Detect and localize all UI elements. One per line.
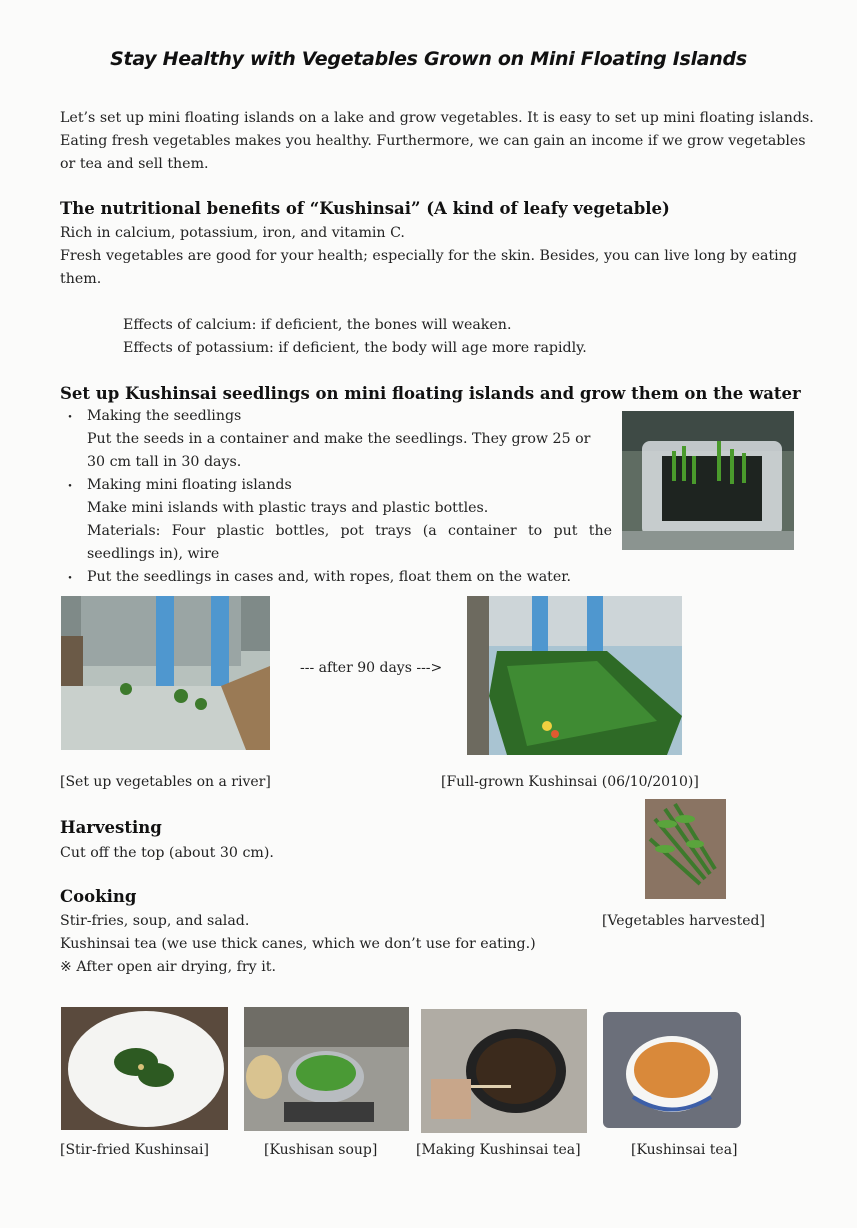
nutrition-text <box>60 222 830 291</box>
making-tea-photo <box>421 1009 587 1133</box>
caption-river: [Set up vegetables on a river] <box>60 774 271 790</box>
effect-potassium: Effects of potassium: if deficient, the body will age more rapidly. <box>123 340 587 356</box>
seedling-tray-photo <box>622 411 794 550</box>
caption-stir-fried: [Stir-fried Kushinsai] <box>60 1142 209 1158</box>
bullet-line: Make mini islands with plastic trays and plastic bottles. <box>87 500 489 516</box>
bullet-line: Materials: Four plastic bottles, pot trays (a container to put the <box>87 523 612 539</box>
bullet-line: 30 cm tall in 30 days. <box>87 454 242 470</box>
bullet-dot: ・ <box>63 479 77 495</box>
nutrition-line: Rich in calcium, potassium, iron, and vitamin C. <box>60 225 405 241</box>
harvested-vegetables-photo <box>645 799 726 899</box>
bullet-title: Put the seedlings in cases and, with ropes, float them on the water. <box>87 569 572 585</box>
bullet-dot: ・ <box>63 410 77 426</box>
page-title: Stay Healthy with Vegetables Grown on Mini Floating Islands <box>110 48 747 70</box>
nutrition-heading: The nutritional benefits of “Kushinsai” (A kind of leafy vegetable) <box>60 199 670 218</box>
cooking-line: Stir-fries, soup, and salad. <box>60 913 250 929</box>
caption-making-tea: [Making Kushinsai tea] <box>416 1142 581 1158</box>
cooking-text <box>60 910 536 979</box>
nutrition-line: them. <box>60 271 102 287</box>
harvesting-heading: Harvesting <box>60 818 162 837</box>
caption-tea: [Kushinsai tea] <box>631 1142 738 1158</box>
bullet-line: seedlings in), wire <box>87 546 220 562</box>
caption-soup: [Kushisan soup] <box>264 1142 378 1158</box>
caption-harvested: [Vegetables harvested] <box>602 913 765 929</box>
setup-heading: Set up Kushinsai seedlings on mini floating islands and grow them on the water <box>60 384 801 403</box>
harvesting-text: Cut off the top (about 30 cm). <box>60 845 274 861</box>
caption-full-grown: [Full-grown Kushinsai (06/10/2010)] <box>441 774 699 790</box>
intro-paragraph <box>60 107 830 176</box>
effect-calcium: Effects of calcium: if deficient, the bones will weaken. <box>123 317 512 333</box>
cooking-line: ※ After open air drying, fry it. <box>60 959 276 975</box>
setup-bullets <box>87 405 612 589</box>
full-grown-photo <box>467 596 682 755</box>
soup-photo <box>244 1007 409 1131</box>
effects-list <box>123 314 587 360</box>
bullet-dot: ・ <box>63 571 77 587</box>
nutrition-line: Fresh vegetables are good for your health; especially for the skin. Besides, you can live long by eating <box>60 248 797 264</box>
bullet-title: Making the seedlings <box>87 408 242 424</box>
stir-fried-photo <box>61 1007 228 1130</box>
bullet-line: Put the seeds in a container and make the seedlings. They grow 25 or <box>87 431 591 447</box>
intro-line: or tea and sell them. <box>60 156 209 172</box>
intro-line: Eating fresh vegetables makes you healthy. Furthermore, we can gain an income if we grow vegetables <box>60 133 806 149</box>
bullet-title: Making mini floating islands <box>87 477 292 493</box>
cooking-heading: Cooking <box>60 887 137 906</box>
after-90-days-label: --- after 90 days ---> <box>300 660 443 676</box>
intro-line: Let’s set up mini floating islands on a lake and grow vegetables. It is easy to set up mini floating islands. <box>60 110 814 126</box>
cooking-line: Kushinsai tea (we use thick canes, which we don’t use for eating.) <box>60 936 536 952</box>
kushinsai-tea-photo <box>603 1012 741 1128</box>
river-setup-photo <box>61 596 270 750</box>
